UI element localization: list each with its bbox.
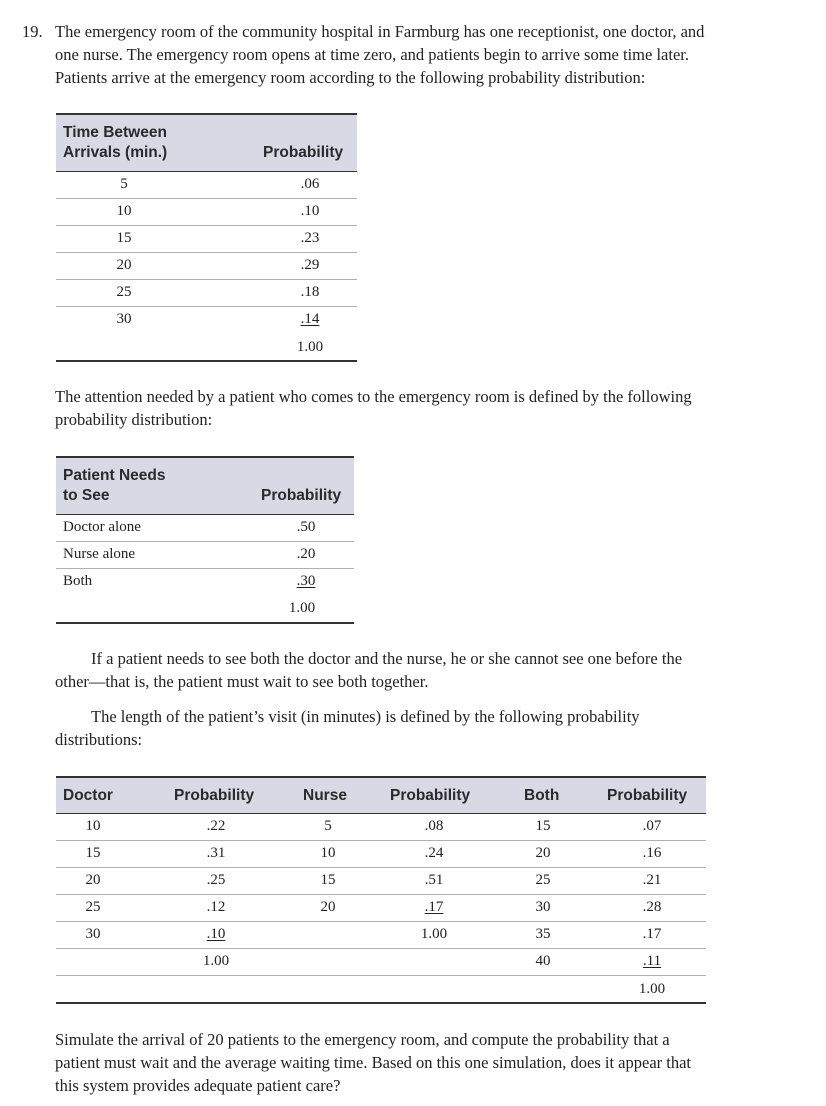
- both-min: 20: [535, 845, 551, 861]
- visit-table-bottom-rule: [56, 1002, 706, 1004]
- table-row: [56, 198, 357, 226]
- closing-line-3: this system provides adequate patient care?: [55, 1076, 341, 1095]
- doctor-min: 25: [85, 899, 101, 915]
- both-min: 35: [535, 926, 551, 942]
- nurse-prob: .08: [424, 818, 444, 834]
- needs-header-line1: Patient Needs: [63, 467, 166, 484]
- doctor-min: 20: [85, 872, 101, 888]
- arrival-time: 10: [116, 203, 132, 219]
- doctor-min: 15: [85, 845, 101, 861]
- attention-line-1: The attention needed by a patient who comes to the emergency room is defined by the following: [55, 387, 692, 406]
- table-row: [56, 171, 357, 199]
- arrivals-header-probability: Probability: [263, 144, 344, 161]
- both-prob: .16: [642, 845, 662, 861]
- attention-line-2: probability distribution:: [55, 410, 213, 429]
- needs-table-bottom-rule: [56, 622, 354, 624]
- length-line-2: distributions:: [55, 730, 143, 749]
- both-min: 25: [535, 872, 551, 888]
- arrival-time: 15: [116, 230, 132, 246]
- both-prob: .21: [642, 872, 662, 888]
- needs-header-probability: Probability: [261, 487, 342, 504]
- arrivals-table-header: [56, 113, 357, 172]
- doctor-min: 10: [85, 818, 101, 834]
- both-prob: .17: [642, 926, 662, 942]
- nurse-min: 5: [324, 818, 332, 834]
- arrivals-header-time-line2: Arrivals (min.): [63, 144, 168, 161]
- intro-line-3: Patients arrive at the emergency room according to the following probability distribution:: [55, 68, 646, 87]
- visit-header-both: Both: [524, 787, 560, 804]
- doctor-prob: .25: [206, 872, 226, 888]
- problem-number: 19.: [22, 22, 43, 41]
- needs-total: 1.00: [288, 600, 316, 616]
- both-min: 15: [535, 818, 551, 834]
- need-label: Doctor alone: [63, 519, 141, 535]
- doctor-prob: .10: [206, 926, 226, 942]
- arrival-prob: .29: [300, 257, 320, 273]
- arrivals-total: 1.00: [296, 339, 324, 355]
- visit-table-header: [56, 776, 706, 814]
- needs-table: [56, 456, 354, 628]
- arrival-time: 20: [116, 257, 132, 273]
- closing-line-1: Simulate the arrival of 20 patients to the emergency room, and compute the probability that a: [55, 1030, 670, 1049]
- arrival-time: 25: [116, 284, 132, 300]
- arrival-prob: .10: [300, 203, 320, 219]
- intro-line-1: The emergency room of the community hospital in Farmburg has one receptionist, one doctor, and: [55, 22, 705, 41]
- both-min: 30: [535, 899, 551, 915]
- length-line-1: The length of the patient’s visit (in minutes) is defined by the following probability: [91, 707, 640, 726]
- need-prob: .30: [296, 573, 316, 589]
- nurse-total: 1.00: [420, 926, 448, 942]
- table-row: [56, 541, 354, 569]
- doctor-prob: .31: [206, 845, 226, 861]
- table-row: [56, 840, 706, 868]
- visit-header-doctor: Doctor: [63, 787, 113, 804]
- doctor-total: 1.00: [202, 953, 230, 969]
- table-row: [56, 813, 706, 841]
- table-row: [56, 568, 354, 595]
- visit-header-both-prob: Probability: [607, 787, 688, 804]
- arrival-prob: .23: [300, 230, 320, 246]
- both-total: 1.00: [638, 981, 666, 997]
- table-row: [56, 948, 706, 976]
- table-row: [56, 279, 357, 307]
- nurse-min: 10: [320, 845, 336, 861]
- arrival-time: 30: [116, 311, 132, 327]
- both-min: 40: [535, 953, 551, 969]
- table-row: [56, 514, 354, 542]
- visit-header-nurse-prob: Probability: [390, 787, 471, 804]
- arrival-prob: .18: [300, 284, 320, 300]
- both-line-1: If a patient needs to see both the doctor and the nurse, he or she cannot see one before the: [91, 649, 683, 668]
- needs-header-line2: to See: [63, 487, 110, 504]
- nurse-prob: .51: [424, 872, 444, 888]
- doctor-prob: .12: [206, 899, 226, 915]
- table-row: [56, 306, 357, 333]
- needs-table-header: [56, 456, 354, 515]
- both-prob: .11: [642, 953, 662, 969]
- need-label: Both: [63, 573, 93, 589]
- visit-header-nurse: Nurse: [303, 787, 347, 804]
- arrivals-table: [56, 113, 357, 363]
- nurse-prob: .24: [424, 845, 444, 861]
- intro-line-2: one nurse. The emergency room opens at time zero, and patients begin to arrive some time later.: [55, 45, 689, 64]
- table-row: [56, 894, 706, 922]
- visit-table: [56, 776, 706, 1006]
- table-row: [56, 921, 706, 949]
- need-prob: .50: [296, 519, 316, 535]
- need-prob: .20: [296, 546, 316, 562]
- nurse-min: 15: [320, 872, 336, 888]
- both-prob: .28: [642, 899, 662, 915]
- both-prob: .07: [642, 818, 662, 834]
- doctor-min: 30: [85, 926, 101, 942]
- arrivals-header-time-line1: Time Between: [63, 124, 167, 141]
- arrivals-table-bottom-rule: [56, 360, 357, 362]
- arrival-prob: .14: [300, 311, 320, 327]
- doctor-prob: .22: [206, 818, 226, 834]
- table-row: [56, 225, 357, 253]
- nurse-min: 20: [320, 899, 336, 915]
- need-label: Nurse alone: [63, 546, 136, 562]
- table-row: [56, 867, 706, 895]
- arrival-prob: .06: [300, 176, 320, 192]
- arrival-time: 5: [120, 176, 128, 192]
- nurse-prob: .17: [424, 899, 444, 915]
- closing-line-2: patient must wait and the average waiting time. Based on this one simulation, does it appear that: [55, 1053, 692, 1072]
- both-line-2: other—that is, the patient must wait to see both together.: [55, 672, 429, 691]
- table-row: [56, 252, 357, 280]
- visit-header-doctor-prob: Probability: [174, 787, 255, 804]
